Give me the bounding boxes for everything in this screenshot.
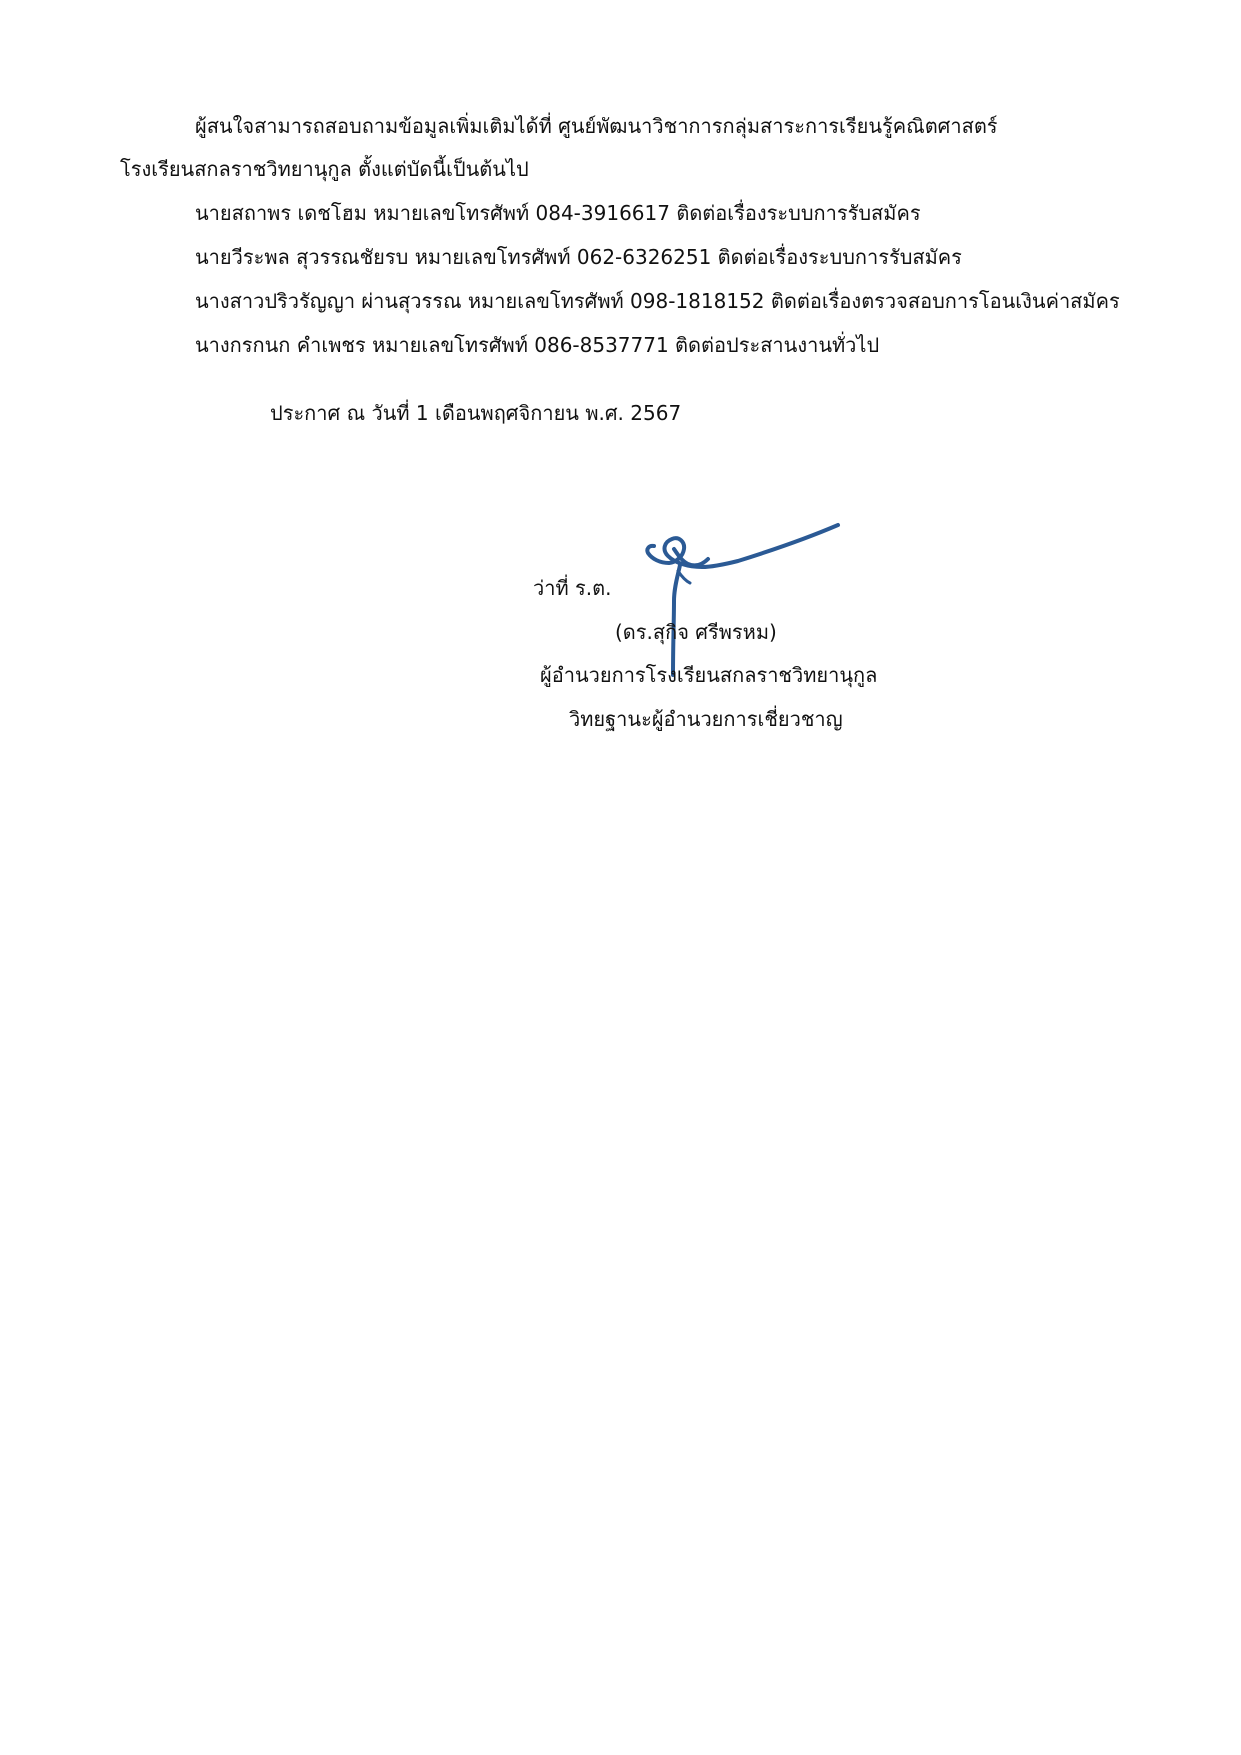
intro-line-2: โรงเรียนสกลราชวิทยานุกูล ตั้งแต่บัดนี้เป็นต้นไป	[120, 157, 529, 181]
intro-line-1: ผู้สนใจสามารถสอบถามข้อมูลเพิ่มเติมได้ที่ ศูนย์พัฒนาวิชาการกลุ่มสาระการเรียนรู้คณิตศาสตร์	[195, 114, 998, 138]
signatory-prefix: ว่าที่ ร.ต.	[533, 576, 612, 600]
contact-line-4: นางกรกนก คำเพชร หมายเลขโทรศัพท์ 086-8537771 ติดต่อประสานงานทั่วไป	[195, 333, 880, 357]
contact-line-3: นางสาวปริวรัญญา ผ่านสุวรรณ หมายเลขโทรศัพท์ 098-1818152 ติดต่อเรื่องตรวจสอบการโอนเงินค่าสมัคร	[195, 289, 1120, 313]
signatory-rank: วิทยฐานะผู้อำนวยการเชี่ยวชาญ	[569, 707, 843, 731]
signatory-name: (ดร.สุกิจ ศรีพรหม)	[615, 620, 777, 644]
contact-line-1: นายสถาพร เดชโฮม หมายเลขโทรศัพท์ 084-3916617 ติดต่อเรื่องระบบการรับสมัคร	[195, 201, 921, 225]
announcement-date: ประกาศ ณ วันที่ 1 เดือนพฤศจิกายน พ.ศ. 2567	[270, 401, 682, 425]
contact-line-2: นายวีระพล สุวรรณชัยรบ หมายเลขโทรศัพท์ 062-6326251 ติดต่อเรื่องระบบการรับสมัคร	[195, 245, 962, 269]
signatory-position: ผู้อำนวยการโรงเรียนสกลราชวิทยานุกูล	[540, 663, 878, 687]
